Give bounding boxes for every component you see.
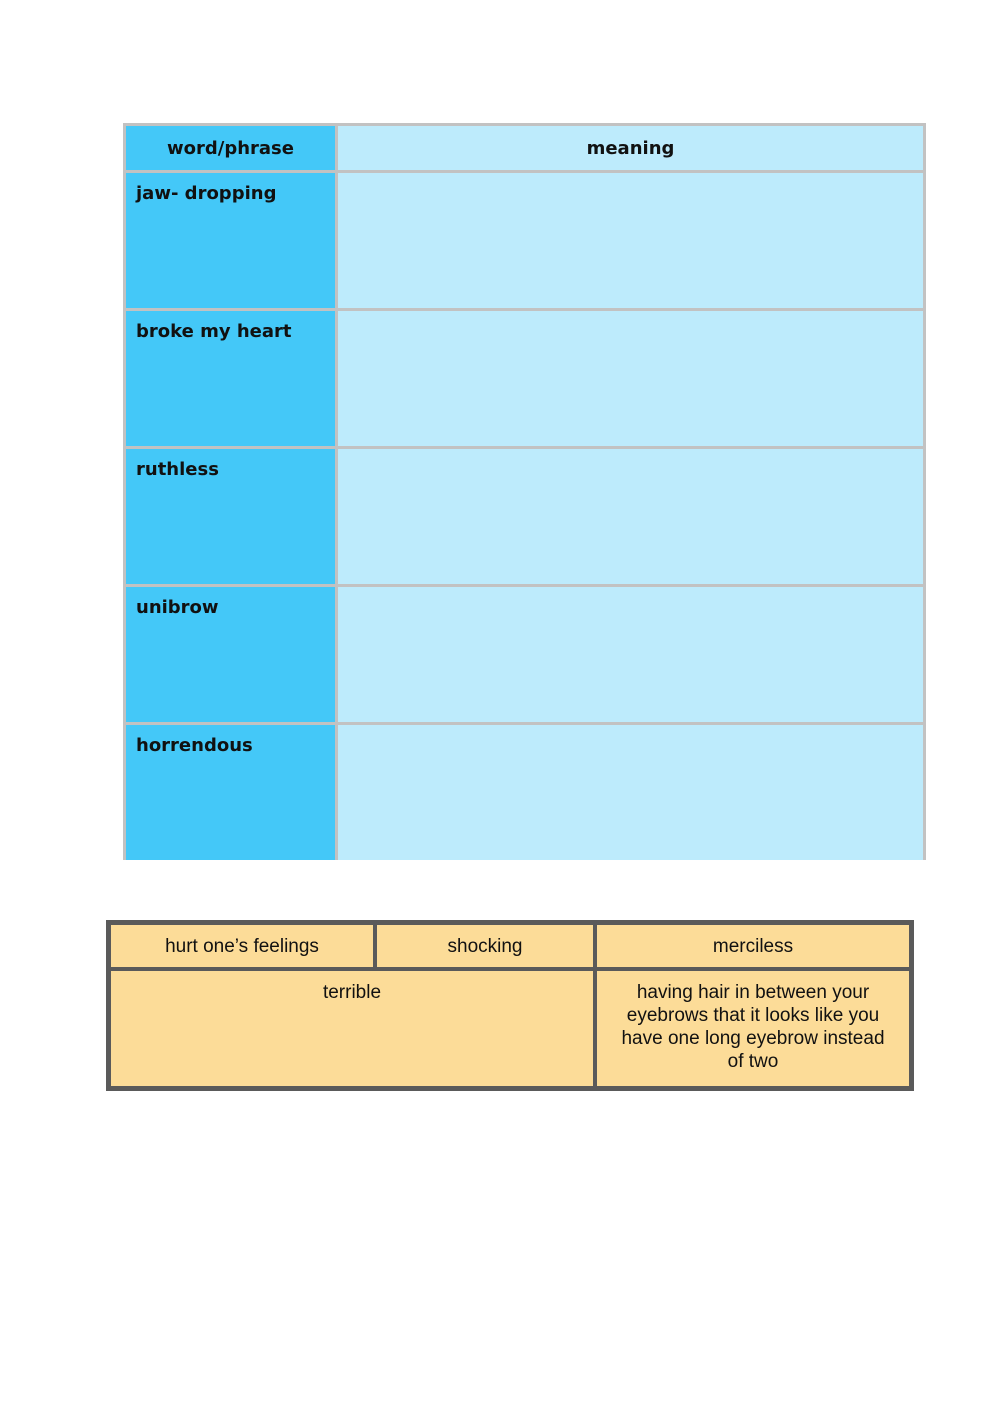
meaning-drop-zone-4[interactable] <box>338 587 923 722</box>
word-cell-jaw-dropping: jaw- dropping <box>126 173 335 308</box>
word-cell-broke-my-heart: broke my heart <box>126 311 335 446</box>
word-cell-ruthless: ruthless <box>126 449 335 584</box>
vocabulary-table <box>123 123 926 860</box>
word-cell-horrendous: horrendous <box>126 725 335 860</box>
header-meaning: meaning <box>338 126 923 170</box>
word-bank <box>106 920 914 1091</box>
word-cell-unibrow: unibrow <box>126 587 335 722</box>
header-word-phrase: word/phrase <box>126 126 335 170</box>
draggable-option-shocking[interactable]: shocking <box>377 925 593 967</box>
meaning-drop-zone-3[interactable] <box>338 449 923 584</box>
draggable-option-unibrow-definition[interactable]: having hair in between your eyebrows that it looks like you have one long eyebrow instead of two <box>597 971 909 1086</box>
draggable-option-hurt-feelings[interactable]: hurt one’s feelings <box>111 925 373 967</box>
draggable-option-merciless[interactable]: merciless <box>597 925 909 967</box>
meaning-drop-zone-5[interactable] <box>338 725 923 860</box>
meaning-drop-zone-2[interactable] <box>338 311 923 446</box>
meaning-drop-zone-1[interactable] <box>338 173 923 308</box>
draggable-option-terrible[interactable]: terrible <box>111 971 593 1086</box>
